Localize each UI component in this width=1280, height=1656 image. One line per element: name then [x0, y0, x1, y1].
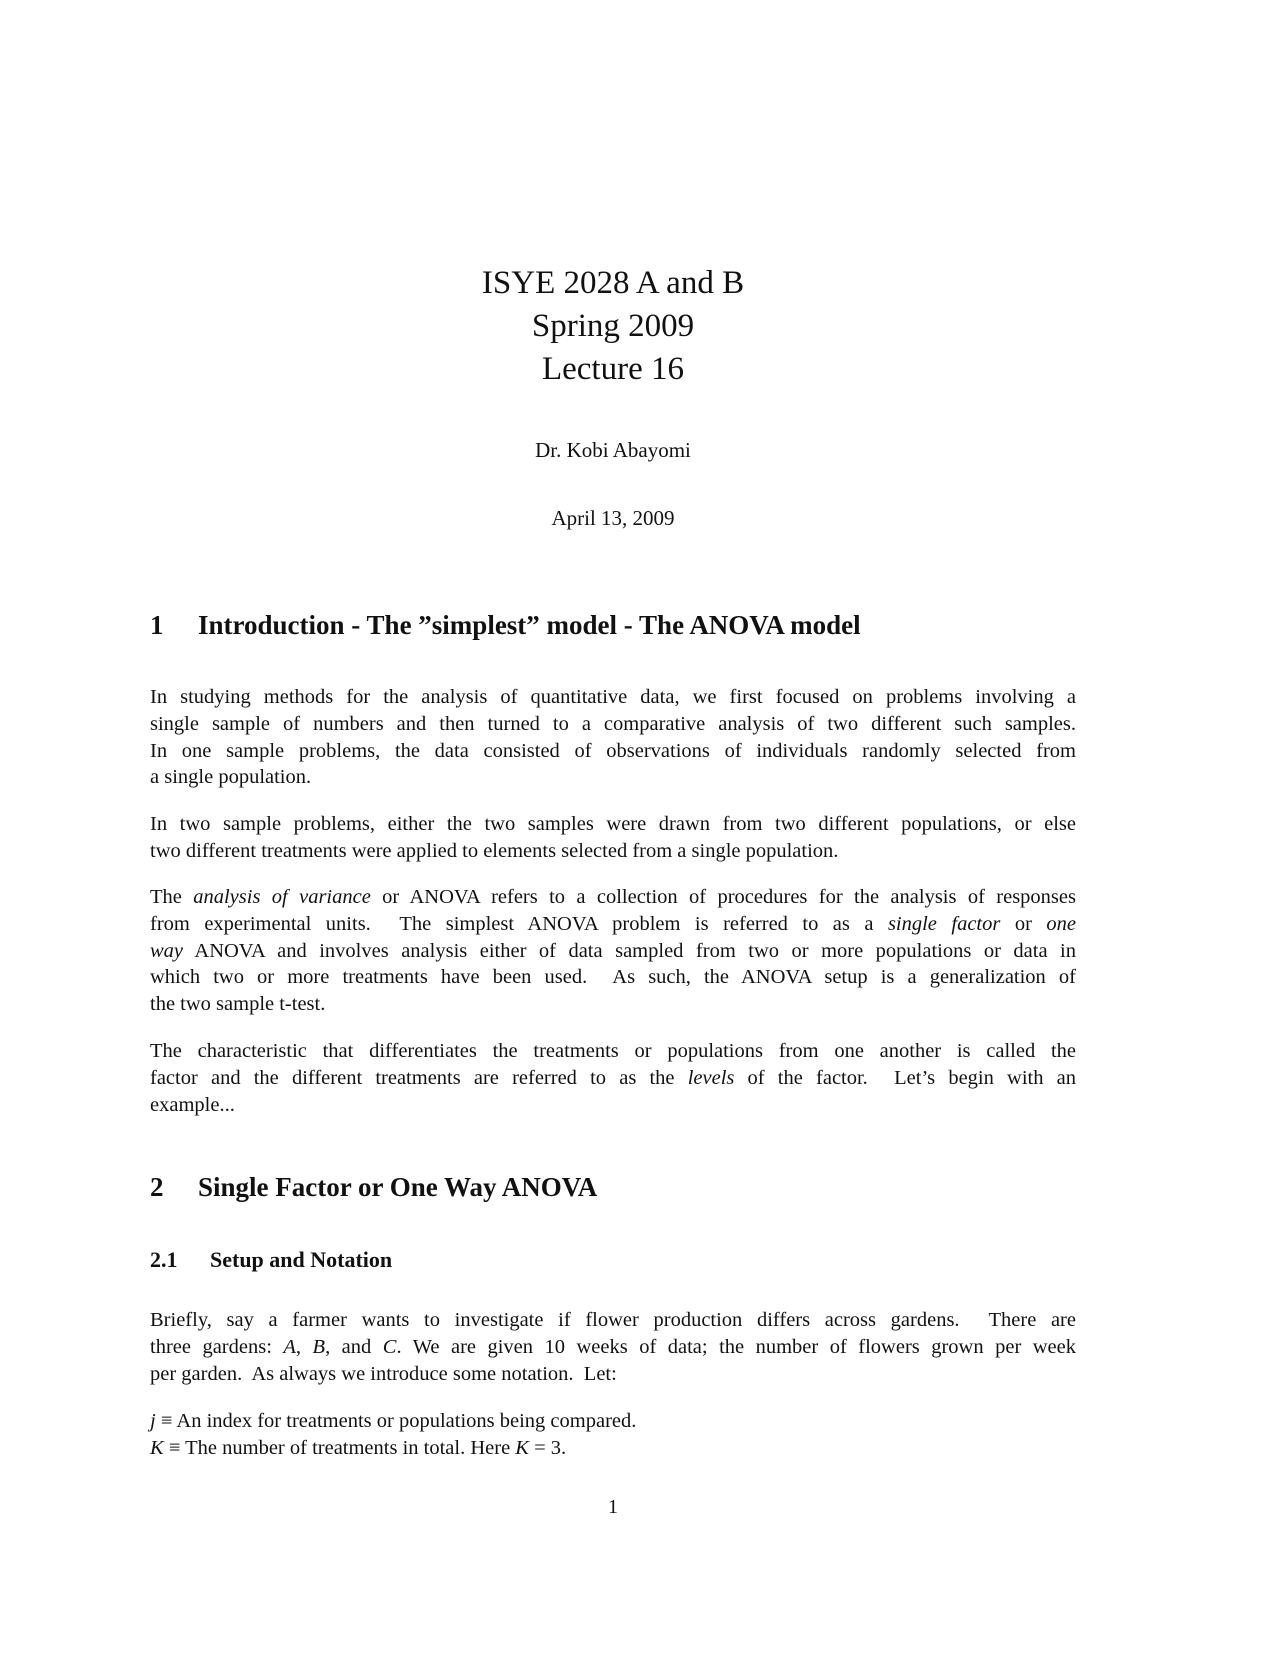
emphasized-text: way	[150, 939, 184, 962]
subsection-title: Setup and Notation	[210, 1247, 393, 1272]
text-run: factor and the different treatments are referred to as the	[150, 1066, 688, 1089]
emphasized-text: single factor	[887, 912, 1001, 935]
text-line	[150, 964, 1076, 991]
text-run: the two sample t-test.	[150, 993, 326, 1016]
subsection-number: 2.1	[150, 1247, 178, 1272]
text-line	[150, 764, 1076, 791]
text-line	[150, 1435, 1076, 1462]
text-run: example...	[150, 1093, 235, 1116]
text-run: Briefly, say a farmer wants to investigate if flower production differs across gardens. There are	[150, 1309, 1076, 1331]
text-line	[150, 1408, 1076, 1435]
text-run: three gardens:	[150, 1335, 284, 1358]
date: April 13, 2009	[551, 506, 675, 530]
emphasized-text: A	[283, 1335, 296, 1358]
notation-definitions	[150, 1408, 1076, 1462]
document-title	[0, 262, 1226, 391]
text-line	[150, 1334, 1076, 1361]
emphasized-text: analysis of variance	[193, 886, 371, 908]
text-run: = 3.	[528, 1436, 567, 1459]
text-run: In studying methods for the analysis of quantitative data, we first focused on problems involving a	[150, 686, 1076, 708]
text-run: , and	[325, 1335, 383, 1358]
text-run: or	[1000, 912, 1047, 935]
emphasized-text: K	[150, 1436, 164, 1459]
text-line	[150, 938, 1076, 965]
emphasized-text: levels	[687, 1066, 735, 1089]
text-run: The characteristic that differentiates the treatments or populations from one another is called the	[150, 1040, 1076, 1062]
text-run: per garden. As always we introduce some notation. Let:	[150, 1362, 617, 1385]
section-number: 2	[150, 1172, 164, 1202]
text-run: ≡ The number of treatments in total. Here	[163, 1436, 516, 1459]
title-line: ISYE 2028 A and B	[481, 265, 745, 301]
paragraph	[150, 1038, 1076, 1118]
text-run: In two sample problems, either the two samples were drawn from two different populations, or else	[150, 813, 1076, 835]
paragraph	[150, 1307, 1076, 1387]
text-run: single sample of numbers and then turned to a comparative analysis of two different such samples.	[150, 712, 1076, 735]
section-2-heading	[150, 1172, 597, 1203]
emphasized-text: C	[382, 1335, 397, 1358]
section-number: 1	[150, 610, 164, 640]
emphasized-text: one	[1046, 912, 1076, 935]
section-title: Introduction - The ”simplest” model - The ANOVA model	[198, 610, 861, 640]
text-run: or ANOVA refers to a collection of procedures for the analysis of responses	[370, 886, 1076, 908]
subsection-2-1-heading	[150, 1247, 392, 1273]
paragraph	[150, 884, 1076, 1018]
text-line	[150, 711, 1076, 738]
text-line	[150, 1361, 1076, 1388]
text-line	[150, 911, 1076, 938]
text-run: ANOVA and involves analysis either of data sampled from two or more populations or data in	[183, 939, 1076, 962]
text-line	[150, 838, 1076, 865]
text-run: ,	[295, 1335, 313, 1358]
text-run: . We are given 10 weeks of data; the number of flowers grown per week	[396, 1335, 1077, 1358]
paragraph	[150, 684, 1076, 791]
section-title: Single Factor or One Way ANOVA	[198, 1172, 598, 1202]
text-line	[150, 684, 1076, 711]
text-run: of the factor. Let’s begin with an	[734, 1066, 1076, 1089]
text-run: The	[150, 886, 194, 908]
emphasized-text: K	[515, 1436, 529, 1459]
text-run: which two or more treatments have been used. As such, the ANOVA setup is a generalization of	[150, 966, 1076, 989]
page-number: 1	[608, 1496, 618, 1518]
text-line	[150, 1065, 1076, 1092]
title-line: Spring 2009	[531, 308, 695, 344]
text-line	[150, 1092, 1076, 1119]
text-line	[150, 738, 1076, 765]
text-run: In one sample problems, the data consisted of observations of individuals randomly selected from	[150, 739, 1076, 762]
text-run: from experimental units. The simplest ANOVA problem is referred to as a	[150, 912, 888, 935]
emphasized-text: j	[150, 1410, 156, 1432]
text-line	[150, 884, 1076, 911]
text-run: two different treatments were applied to elements selected from a single population.	[150, 839, 839, 862]
text-line	[150, 991, 1076, 1018]
text-line	[150, 811, 1076, 838]
text-line	[150, 1307, 1076, 1334]
title-line: Lecture 16	[541, 351, 684, 387]
paragraph	[150, 811, 1076, 865]
emphasized-text: B	[312, 1335, 326, 1358]
text-run: a single population.	[150, 766, 312, 789]
text-run: ≡ An index for treatments or populations being compared.	[155, 1410, 637, 1432]
author: Dr. Kobi Abayomi	[535, 438, 691, 462]
section-1-heading	[150, 610, 861, 641]
text-line	[150, 1038, 1076, 1065]
